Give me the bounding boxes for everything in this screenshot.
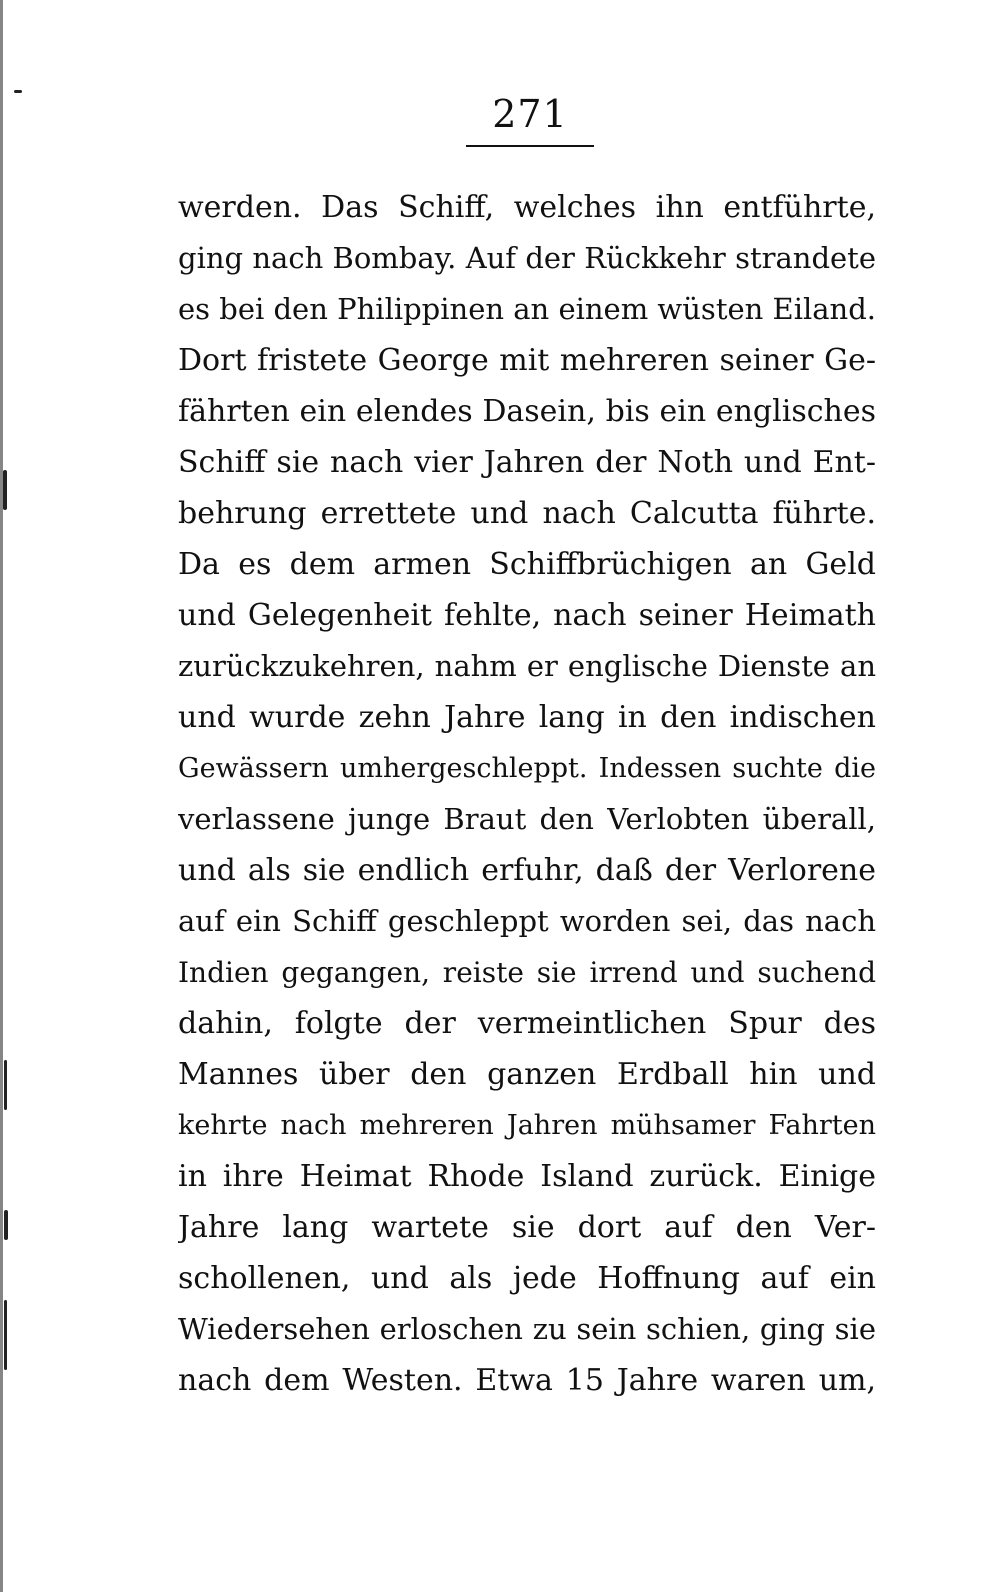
page-number: 271 — [492, 92, 568, 136]
text-line: Jahre lang wartete sie dort auf den Ver- — [178, 1210, 876, 1245]
text-line: kehrte nach mehreren Jahren mühsamer Fahrten — [178, 1110, 876, 1141]
edge-mark — [4, 1300, 7, 1370]
page-number-rule — [466, 145, 594, 147]
text-line: behrung errettete und nach Calcutta führte. — [178, 496, 876, 531]
text-line: Indien gegangen, reiste sie irrend und suchend — [178, 956, 876, 989]
text-line: verlassene junge Braut den Verlobten überall, — [178, 802, 876, 836]
body-text — [178, 182, 876, 1406]
edge-mark — [4, 1210, 8, 1240]
text-line: ging nach Bombay. Auf der Rückkehr strandete — [178, 241, 876, 275]
text-line: Mannes über den ganzen Erdball hin und — [178, 1057, 876, 1092]
text-line: schollenen, und als jede Hoffnung auf ein — [178, 1261, 876, 1296]
text-line: und als sie endlich erfuhr, daß der Verlorene — [178, 853, 876, 888]
text-line: auf ein Schiff geschleppt worden sei, das nach — [178, 904, 876, 938]
edge-mark — [14, 90, 22, 93]
text-line: Gewässern umhergeschleppt. Indessen suchte die — [178, 753, 876, 784]
text-line: zurückzukehren, nahm er englische Dienste an — [178, 649, 876, 683]
text-line: Dort fristete George mit mehreren seiner Ge- — [178, 343, 876, 378]
text-line: nach dem Westen. Etwa 15 Jahre waren um, — [178, 1363, 876, 1398]
text-line: Da es dem armen Schiffbrüchigen an Geld — [178, 547, 876, 582]
edge-mark — [3, 470, 7, 510]
text-line: es bei den Philippinen an einem wüsten Eiland. — [178, 292, 876, 326]
text-line: Schiff sie nach vier Jahren der Noth und Ent- — [178, 445, 876, 480]
text-line: und Gelegenheit fehlte, nach seiner Heimath — [178, 598, 876, 633]
text-line: werden. Das Schiff, welches ihn entführte, — [178, 190, 876, 225]
edge-mark — [4, 1060, 7, 1110]
text-line: fährten ein elendes Dasein, bis ein englisches — [178, 394, 876, 429]
text-line: Wiedersehen erloschen zu sein schien, ging sie — [178, 1312, 876, 1346]
text-line: und wurde zehn Jahre lang in den indischen — [178, 700, 876, 735]
text-line: dahin, folgte der vermeintlichen Spur des — [178, 1006, 876, 1041]
text-line: in ihre Heimat Rhode Island zurück. Einige — [178, 1159, 876, 1194]
